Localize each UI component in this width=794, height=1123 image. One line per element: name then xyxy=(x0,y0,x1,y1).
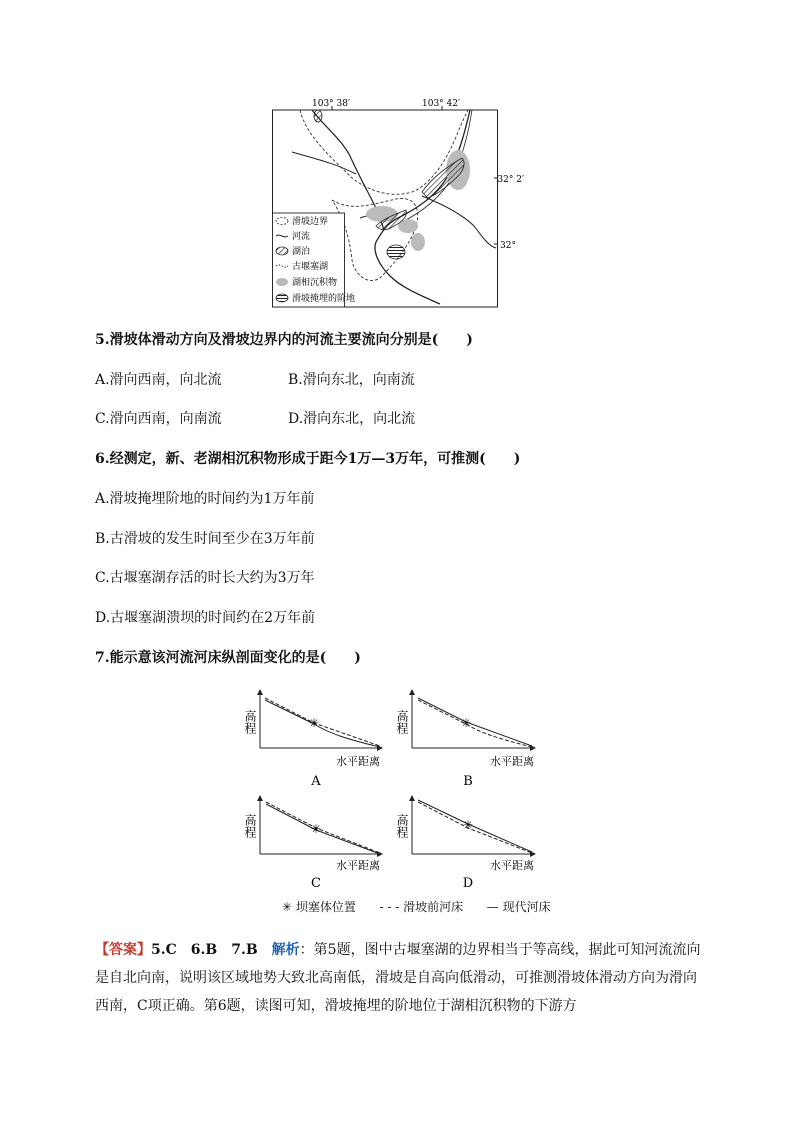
lon-label-1: 103° 38′ xyxy=(312,99,351,109)
q5-stem: 5.滑坡体滑动方向及滑坡边界内的河流主要流向分别是( ) xyxy=(95,332,473,348)
xlabel: 水平距离 xyxy=(490,859,534,872)
panel-b[interactable] xyxy=(395,692,534,789)
panel-a[interactable] xyxy=(243,692,380,789)
gray-ellipse-icon xyxy=(276,278,288,286)
legend-label: 河流 xyxy=(292,232,311,242)
xlabel: 水平距离 xyxy=(490,755,534,768)
panel-label: B xyxy=(463,774,473,789)
legend-label: 湖相沉积物 xyxy=(292,278,338,288)
lat-label-1: 32° 2′ xyxy=(497,175,524,185)
q6-option-b[interactable]: B.古滑坡的发生时间至少在3万年前 xyxy=(95,531,315,547)
analysis-label: 解析 xyxy=(271,942,300,958)
legend-before: - - - 滑坡前河床 xyxy=(379,900,464,914)
answer-tag: 【答案】 xyxy=(95,942,151,958)
landslide-map xyxy=(272,96,524,308)
striped-ellipse-icon xyxy=(276,294,288,302)
dam-star-icon: ✳ xyxy=(308,716,320,730)
dam-star-icon: ✳ xyxy=(462,818,474,832)
legend-label: 古堰塞湖 xyxy=(292,262,329,272)
ylabel: 高程 xyxy=(243,710,257,734)
q5-option-a[interactable]: A.滑向西南，向北流 xyxy=(95,372,222,388)
panel-c[interactable] xyxy=(243,798,380,891)
map-svg xyxy=(272,96,524,308)
riverbed-profile-graphs xyxy=(230,688,570,918)
analysis-text: ：第5题，图中古堰塞湖的边界相当于等高线，据此可知河流流向是自北向南，说明该区域地势大致北高南低，滑坡是自高向低滑动，可推测滑坡体滑动方向为滑向西南，C项正确。第6题，读图可知，滑坡掩埋的阶地位于湖相沉积物的下游方 xyxy=(95,942,701,1014)
lat-label-2: 32° xyxy=(500,241,516,251)
lon-label-2: 103° 42′ xyxy=(422,99,461,109)
legend-label: 湖泊 xyxy=(292,247,311,257)
legend-label: 滑坡掩埋的阶地 xyxy=(292,294,356,304)
answer-keys: 5.C 6.B 7.B xyxy=(151,942,272,958)
panel-label: C xyxy=(311,876,321,891)
panel-d[interactable] xyxy=(395,798,534,891)
graphs-legend xyxy=(282,898,551,915)
map-legend-box xyxy=(273,213,345,307)
q6-stem: 6.经测定，新、老湖相沉积物形成于距今1万—3万年，可推测( ) xyxy=(95,451,521,467)
xlabel: 水平距离 xyxy=(336,859,380,872)
dam-star-icon: ✳ xyxy=(310,822,322,836)
ylabel: 高程 xyxy=(395,814,409,838)
q6-option-c[interactable]: C.古堰塞湖存活的时长大约为3万年 xyxy=(95,570,315,586)
q5-option-b[interactable]: B.滑向东北，向南流 xyxy=(288,372,415,388)
answer-block xyxy=(95,936,707,1020)
legend-modern: — 现代河床 xyxy=(486,900,551,914)
ylabel: 高程 xyxy=(243,814,257,838)
q6-option-d[interactable]: D.古堰塞湖溃坝的时间约在2万年前 xyxy=(95,610,316,626)
xlabel: 水平距离 xyxy=(336,755,380,768)
legend-dam: ✳ 坝塞体位置 xyxy=(282,900,356,914)
legend-label: 滑坡边界 xyxy=(292,217,329,227)
panel-label: D xyxy=(462,876,474,891)
dam-star-icon: ✳ xyxy=(460,716,472,730)
graphs-svg xyxy=(230,688,570,918)
q5-option-c[interactable]: C.滑向西南，向南流 xyxy=(95,411,222,427)
hatched-ellipse-icon xyxy=(276,247,288,255)
q6-option-a[interactable]: A.滑坡掩埋阶地的时间约为1万年前 xyxy=(95,491,315,507)
q5-option-d[interactable]: D.滑向东北，向北流 xyxy=(288,411,416,427)
panel-label: A xyxy=(311,774,321,789)
q7-stem: 7.能示意该河流河床纵剖面变化的是( ) xyxy=(95,650,361,666)
ylabel: 高程 xyxy=(395,710,409,734)
